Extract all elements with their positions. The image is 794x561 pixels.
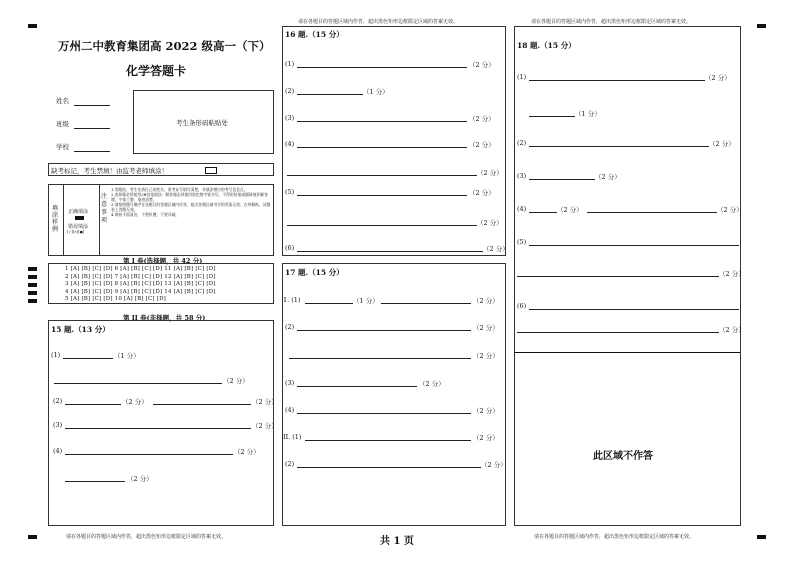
q17-answer-line[interactable] bbox=[297, 467, 481, 468]
notes-title: 注意事项 bbox=[101, 193, 108, 224]
timing-mark bbox=[28, 267, 37, 271]
q17-points: （2 分） bbox=[473, 324, 499, 332]
absent-mark-box bbox=[48, 163, 274, 176]
q16-sub-label: (1) bbox=[285, 60, 295, 68]
q18-answer-box bbox=[514, 26, 745, 526]
q15-points: （2 分） bbox=[122, 398, 148, 406]
q15-answer-line[interactable] bbox=[65, 481, 125, 482]
timing-mark bbox=[28, 24, 37, 28]
q15-points: （2 分） bbox=[234, 448, 260, 456]
q17-points: （2 分） bbox=[481, 461, 507, 469]
q15-title: 15 题.（13 分） bbox=[51, 325, 110, 334]
q18-answer-line[interactable] bbox=[529, 245, 739, 246]
q18-points: （2 分） bbox=[709, 140, 735, 148]
q18-sub-label: (1) bbox=[517, 73, 527, 81]
q16-answer-line[interactable] bbox=[297, 67, 467, 68]
q17-sub-label: (2) bbox=[285, 323, 295, 331]
choice-row[interactable]: 5 [A] [B] [C] [D] 10 [A] [B] [C] [D] bbox=[65, 296, 167, 302]
q17-points: （2 分） bbox=[473, 407, 499, 415]
page-title: 万州二中教育集团高 2022 级高一（下） bbox=[58, 39, 271, 53]
q18-points: （2 分） bbox=[719, 270, 745, 278]
q16-points: （2 分） bbox=[477, 169, 503, 177]
q16-title: 16 题.（15 分） bbox=[285, 30, 344, 39]
q18-points: （2 分） bbox=[717, 206, 743, 214]
instructions-box bbox=[48, 184, 274, 256]
q16-sub-label: (2) bbox=[285, 87, 295, 95]
q16-answer-line[interactable] bbox=[297, 147, 467, 148]
choice-box bbox=[48, 263, 274, 304]
q17-points: （2 分） bbox=[473, 434, 499, 442]
q15-points: （1 分） bbox=[114, 352, 140, 360]
correct-fill-sample bbox=[75, 216, 84, 220]
absent-mark-text: 缺考标记，考生禁填！由监考老师填涂！ bbox=[51, 167, 168, 175]
q17-points: （2 分） bbox=[473, 352, 499, 360]
q16-points: （2 分） bbox=[469, 189, 495, 197]
q16-answer-line[interactable] bbox=[287, 175, 477, 176]
timing-mark bbox=[28, 535, 37, 539]
q15-answer-line[interactable] bbox=[153, 404, 251, 405]
q15-points: (2) bbox=[53, 397, 63, 405]
school-label: 学校 bbox=[56, 143, 69, 151]
q16-points: （2 分） bbox=[469, 115, 495, 123]
q18-answer-line[interactable] bbox=[517, 332, 719, 333]
q18-answer-line[interactable] bbox=[529, 309, 739, 310]
fill-example-title: 填涂样例 bbox=[52, 205, 59, 233]
wrong-fill-label: 错误填涂 bbox=[68, 224, 89, 230]
barcode-label: 考生条形码粘贴处 bbox=[176, 119, 228, 127]
q16-sub-label: (5) bbox=[285, 188, 295, 196]
q16-answer-line[interactable] bbox=[297, 195, 467, 196]
barcode-area[interactable] bbox=[133, 90, 274, 154]
top-notice-middle: 请在各题目的答题区域内作答，超出黑色矩形边框限定区域的答案无效。 bbox=[298, 19, 459, 25]
name-field[interactable] bbox=[74, 105, 110, 106]
q16-points: （2 分） bbox=[469, 141, 495, 149]
q15-answer-line[interactable] bbox=[54, 383, 222, 384]
q17-sub-label: (3) bbox=[285, 379, 295, 387]
no-answer-divider bbox=[515, 352, 740, 353]
q18-points: （2 分） bbox=[719, 326, 745, 334]
choice-row[interactable]: 3 [A] [B] [C] [D] 8 [A] [B] [C] [D] 13 [A] [B] [C] [D] bbox=[65, 281, 216, 287]
note-line: 4.保持卡面清洁，不要折叠，不要弄破。 bbox=[111, 212, 180, 217]
q15-points: （2 分） bbox=[252, 398, 278, 406]
q15-sub-label: (1) bbox=[51, 351, 61, 359]
q18-points: （2 分） bbox=[595, 173, 621, 181]
q17-sub-label: (2) bbox=[285, 460, 295, 468]
q16-points: （2 分） bbox=[469, 61, 495, 69]
name-label: 姓名 bbox=[56, 97, 69, 105]
q17-answer-line[interactable] bbox=[289, 358, 471, 359]
q18-answer-line[interactable] bbox=[529, 80, 705, 81]
q15-answer-line[interactable] bbox=[65, 404, 121, 405]
q16-points: （1 分） bbox=[363, 88, 389, 96]
note-line: 2.选择题必须使用2B铅笔填涂；解答题必须使用黑色签字笔书写，不得用铅笔或圆珠笔作解答题；字体工整、笔迹清楚。 bbox=[111, 192, 268, 202]
q17-answer-box bbox=[282, 263, 506, 526]
timing-mark bbox=[757, 535, 766, 539]
choice-row[interactable]: 2 [A] [B] [C] [D] 7 [A] [B] [C] [D] 12 [A] [B] [C] [D] bbox=[65, 273, 216, 280]
q18-sub-label: (2) bbox=[517, 139, 527, 147]
q18-answer-line[interactable] bbox=[529, 179, 595, 180]
bottom-notice-left: 请在各题目的答题区域内作答，超出黑色矩形边框限定区域的答案无效。 bbox=[66, 534, 227, 540]
q18-answer-line[interactable] bbox=[529, 116, 575, 117]
timing-mark bbox=[28, 275, 37, 279]
timing-mark bbox=[28, 299, 37, 303]
page-number: 共 1 页 bbox=[380, 536, 414, 547]
q16-sub-label: (4) bbox=[285, 140, 295, 148]
q16-sub-label: (6) bbox=[285, 244, 295, 252]
timing-mark bbox=[757, 24, 766, 28]
q18-answer-line[interactable] bbox=[587, 212, 717, 213]
q18-title: 18 题.（15 分） bbox=[517, 41, 576, 50]
section2-title: 第 II 卷(非择题，共 58 分) bbox=[123, 314, 206, 322]
absent-checkbox[interactable] bbox=[205, 167, 217, 174]
q17-answer-line[interactable] bbox=[297, 413, 471, 414]
timing-mark bbox=[28, 283, 37, 287]
q15-sub-label: (3) bbox=[53, 421, 63, 429]
choice-row[interactable]: 4 [A] [B] [C] [D] 9 [A] [B] [C] [D] 14 [A] [B] [C] [D] bbox=[65, 288, 216, 295]
q18-answer-line[interactable] bbox=[517, 276, 719, 277]
q17-answer-line[interactable] bbox=[297, 330, 471, 331]
note-line: 1.答题前，考生先将自己的姓名、准考证号填写清楚，并填涂相应的考号信息点。 bbox=[111, 187, 248, 192]
q18-sub-label: (3) bbox=[517, 172, 527, 180]
q17-answer-line[interactable] bbox=[305, 303, 353, 304]
q18-points: （2 分） bbox=[557, 206, 583, 214]
q15-answer-line[interactable] bbox=[65, 454, 233, 455]
q16-answer-line[interactable] bbox=[287, 225, 477, 226]
q16-answer-box bbox=[282, 26, 509, 256]
q15-points: （2 分） bbox=[127, 475, 153, 483]
class-label: 班级 bbox=[56, 120, 69, 128]
q17-sub-label: 1. (1) bbox=[283, 296, 301, 304]
q17-answer-line[interactable] bbox=[381, 303, 471, 304]
q18-answer-line[interactable] bbox=[529, 146, 709, 147]
q16-sub-label: (3) bbox=[285, 114, 295, 122]
timing-mark bbox=[28, 291, 37, 295]
q17-points: （2 分） bbox=[473, 297, 499, 305]
bottom-notice-right: 请在各题目的答题区域内作答，超出黑色矩形边框限定区域的答案无效。 bbox=[534, 534, 695, 540]
q18-points: （2 分） bbox=[705, 74, 731, 82]
section1-title: 第 I 卷(选择题，共 42 分) bbox=[123, 257, 203, 265]
q15-answer-line[interactable] bbox=[65, 428, 251, 429]
q15-answer-line[interactable] bbox=[63, 358, 113, 359]
q17-sub-label: (4) bbox=[285, 406, 295, 414]
no-answer-label: 此区域不作答 bbox=[593, 451, 653, 462]
q15-points: （2 分） bbox=[252, 422, 278, 430]
school-field[interactable] bbox=[74, 151, 110, 152]
class-field[interactable] bbox=[74, 128, 110, 129]
q17-answer-line[interactable] bbox=[305, 440, 471, 441]
q17-answer-line[interactable] bbox=[297, 386, 417, 387]
q18-sub-label: (4) bbox=[517, 205, 527, 213]
q17-points: （2 分） bbox=[419, 380, 445, 388]
choice-row[interactable]: 1 [A] [B] [C] [D] 6 [A] [B] [C] [D] 11 [A] [B] [C] [D] bbox=[65, 266, 216, 272]
q18-points: （1 分） bbox=[575, 110, 601, 118]
wrong-fill-sample: [✓][×][●] bbox=[67, 230, 85, 234]
q15-sub-label: (4) bbox=[53, 447, 63, 455]
page-subtitle: 化学答题卡 bbox=[126, 64, 187, 78]
q16-answer-line[interactable] bbox=[297, 94, 363, 95]
notes-list bbox=[111, 187, 273, 217]
q15-points: （2 分） bbox=[223, 377, 249, 385]
correct-fill-label: 正确填涂 bbox=[68, 209, 89, 215]
note-line: 3.请按照题号顺序在各题目的答题区域内作答，超出答题区域书写的答案无效；在草稿纸、试题卷上答题无效。 bbox=[111, 202, 271, 212]
q16-points: （2 分） bbox=[483, 245, 509, 253]
q15-answer-box bbox=[48, 320, 278, 526]
q16-answer-line[interactable] bbox=[297, 251, 483, 252]
top-notice-right: 请在各题目的答题区域内作答，超出黑色矩形边框限定区域的答案无效。 bbox=[531, 19, 692, 25]
q17-sub-label: II. (1) bbox=[283, 433, 302, 441]
q18-answer-line[interactable] bbox=[529, 212, 557, 213]
q16-answer-line[interactable] bbox=[297, 121, 467, 122]
q18-sub-label: (5) bbox=[517, 238, 527, 246]
q17-points: （1 分） bbox=[353, 297, 379, 305]
q16-points: （2 分） bbox=[477, 219, 503, 227]
q17-title: 17 题.（15 分） bbox=[285, 268, 344, 277]
q18-sub-label: (6) bbox=[517, 302, 527, 310]
